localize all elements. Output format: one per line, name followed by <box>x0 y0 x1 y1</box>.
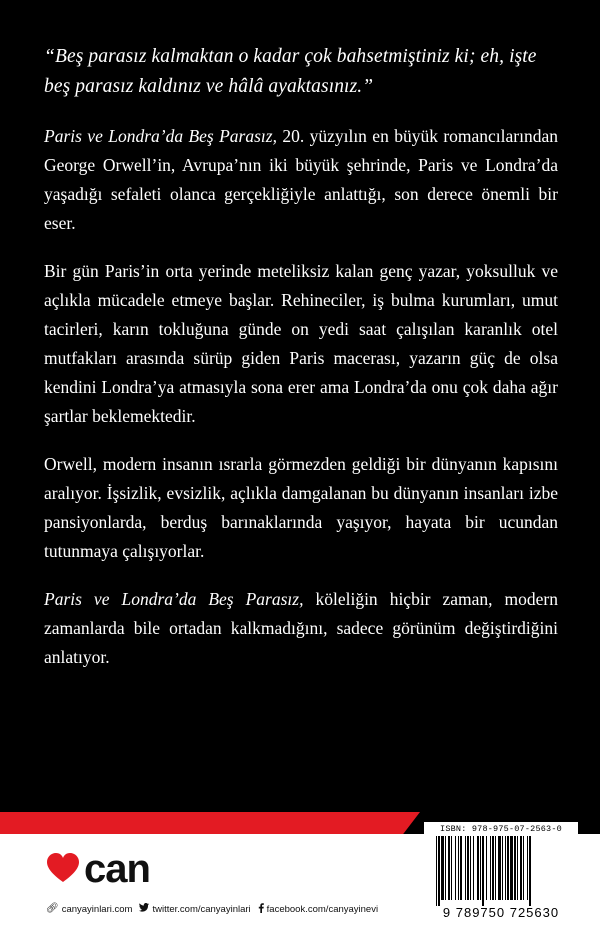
red-accent-strip <box>0 812 420 834</box>
barcode-bar <box>527 836 528 900</box>
barcode-bar <box>458 836 459 900</box>
publisher-links <box>46 902 378 916</box>
barcode-bar <box>529 836 531 906</box>
blurb-quote: “Beş parasız kalmaktan o kadar çok bahsetmiştiniz ki; eh, işte beş parasız kaldınız ve hâlâ ayaktasınız.” <box>44 46 537 97</box>
blurb-paragraph-4 <box>44 585 558 672</box>
barcode-panel <box>424 822 578 924</box>
barcode-bar <box>465 836 466 900</box>
facebook-icon <box>258 903 264 916</box>
barcode-bar <box>448 836 450 900</box>
barcode-bar <box>470 836 471 900</box>
barcode-bar <box>436 836 437 906</box>
barcode-bar <box>492 836 494 900</box>
barcode-bar <box>502 836 503 900</box>
barcode-bar <box>455 836 456 900</box>
barcode-bar <box>520 836 522 900</box>
twitter-icon <box>139 903 149 915</box>
paragraph-4-text: köleliğin hiçbir zaman, modern zamanlarda bile ortadan kalkmadığını, sadece görünüm değiştirdiğini anlatıyor. <box>44 589 559 667</box>
barcode-bar <box>517 836 518 900</box>
barcode-bar <box>477 836 479 900</box>
barcode-bar <box>441 836 444 900</box>
barcode-bar <box>523 836 524 900</box>
facebook-text: facebook.com/canyayinevi <box>266 903 379 915</box>
barcode-bar <box>498 836 501 900</box>
barcode-bar <box>438 836 440 906</box>
book-title-inline: Paris ve Londra’da Beş Parasız, <box>44 126 277 146</box>
facebook-link[interactable] <box>258 903 378 916</box>
book-title-inline: Paris ve Londra’da Beş Parasız, <box>44 589 304 609</box>
website-text: canyayinlari.com <box>61 903 133 915</box>
website-link[interactable] <box>46 904 132 915</box>
barcode-bar <box>467 836 469 900</box>
barcode-bar <box>490 836 491 900</box>
barcode-bar <box>460 836 462 900</box>
twitter-text: twitter.com/canyayinlari <box>152 903 251 915</box>
publisher-logo-text: can <box>84 847 150 891</box>
blurb-paragraph-1 <box>44 122 558 238</box>
paragraph-1-text: 20. yüzyılın en büyük romancılarından George Orwell’in, Avrupa’nın iki büyük şehrinde, Paris ve Londra’da yaşadığı sefaleti olanca gerçekliğiyle anlattığı, son derece önemli bir eser. <box>44 126 558 233</box>
twitter-link[interactable] <box>139 903 250 915</box>
publisher-logo <box>46 847 186 891</box>
barcode-bar <box>510 836 513 900</box>
blurb-paragraph-2: Bir gün Paris’in orta yerinde meteliksiz kalan genç yazar, yoksulluk ve açlıkla mücadele etmeye başlar. Rehineciler, iş bulma kurumları, umut tacirleri, karın tokluğuna günde on yedi saat çalışılan karanlık otel mutfakları arasında sürüp giden Paris macerası, yazarın güç de olsa kendini Londra’ya atmasıyla sona erer ama Londra’da onu çok daha ağır şartlar beklemektedir. <box>44 261 558 426</box>
barcode-number: 9 789750 725630 <box>442 905 560 920</box>
isbn-label: ISBN: 978-975-07-2563-0 <box>440 824 562 834</box>
barcode-bar <box>495 836 496 900</box>
barcode-bar <box>480 836 481 900</box>
blurb-paragraph-3: Orwell, modern insanın ısrarla görmezden geldiği bir dünyanın kapısını aralıyor. İşsizlik, evsizlik, açlıkla damgalanan bu dünyanın insanları izbe pansiyonlarda, berduş barınaklarında yaşıyor, hayata bir ucundan tutunmaya çalışıyorlar. <box>44 454 558 561</box>
barcode-bar <box>473 836 474 900</box>
link-icon: 🔗︎ <box>46 903 59 914</box>
barcode-bar <box>451 836 452 900</box>
barcode-bar <box>507 836 509 900</box>
heart-icon <box>46 852 80 886</box>
barcode-bar <box>505 836 506 900</box>
barcode-bar <box>514 836 516 900</box>
barcode-image <box>434 836 568 906</box>
barcode-bar <box>445 836 446 900</box>
barcode-bar <box>482 836 484 906</box>
barcode-bar <box>486 836 487 900</box>
